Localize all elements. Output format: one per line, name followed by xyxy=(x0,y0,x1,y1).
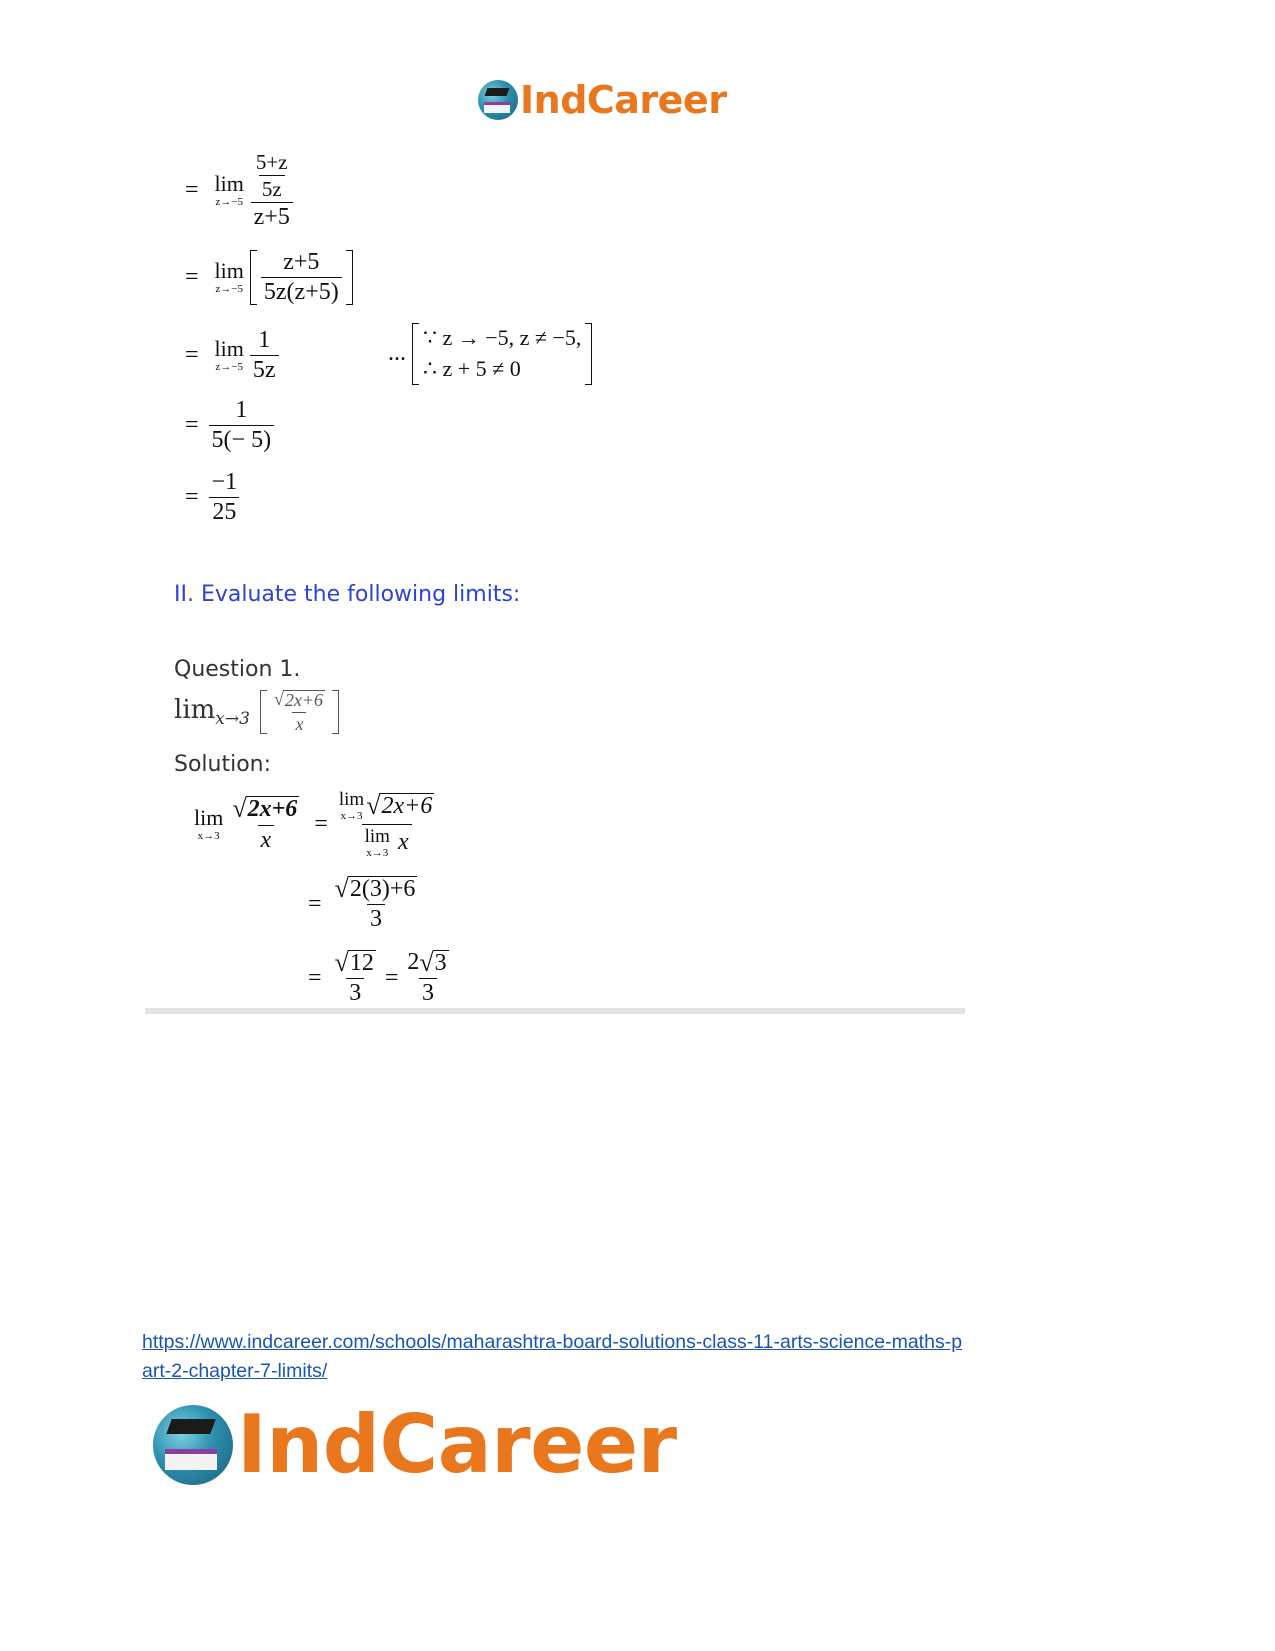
question-label: Question 1. xyxy=(174,657,301,682)
step-3: = lim z→−5 $\frac{1}{5z}$ xyxy=(185,328,279,383)
graduation-cap-globe-icon xyxy=(153,1405,233,1485)
solution-step-1: lim x→3 √ 2x+6 x = lim x→3 √ 2x+6 lim x→3 x xyxy=(194,789,433,859)
content-divider xyxy=(145,1008,965,1014)
step-4: = $\frac{1}{5(- 5)}$ xyxy=(185,398,274,453)
complex-fraction: $\frac{\frac{5+z}{5z}}{z+5}$ xyxy=(250,150,294,230)
header-logo xyxy=(478,78,726,122)
step-2: = lim z→−5 $\frac{z+5}{5z(z+5)}$ xyxy=(185,250,353,305)
question-expression: $\lim_{x\to 3}$ √ 2x+6 x xyxy=(174,690,339,734)
solution-step-2: = √ 2(3)+6 3 xyxy=(308,874,416,933)
equals-sign: = xyxy=(185,176,199,203)
step-1 xyxy=(185,150,294,230)
footer-logo-text: IndCareer xyxy=(237,1398,677,1491)
footer-source-link[interactable] xyxy=(142,1328,1132,1386)
step-3-note: ... ∵ z → −5, z ≠ −5, ∴ z + 5 ≠ 0 xyxy=(388,323,592,385)
section-heading: II. Evaluate the following limits: xyxy=(174,582,521,607)
source-url-line-2[interactable]: art-2-chapter-7-limits/ xyxy=(142,1360,328,1382)
solution-step-3: = √ 12 3 = 2 √ 3 3 xyxy=(308,948,447,1007)
solution-label: Solution: xyxy=(174,752,272,777)
header-logo-text: IndCareer xyxy=(520,78,727,122)
step-5: = $\frac{-1}{25}$ xyxy=(185,470,240,525)
footer-logo xyxy=(153,1398,677,1491)
square-bracket-group: $\frac{z+5}{5z(z+5)}$ xyxy=(250,250,353,305)
graduation-cap-globe-icon xyxy=(478,80,518,120)
lim-operator: lim z→−5 xyxy=(214,170,244,208)
source-url-line-1[interactable]: https://www.indcareer.com/schools/maharashtra-board-solutions-class-11-arts-science-maths-p xyxy=(142,1331,963,1353)
